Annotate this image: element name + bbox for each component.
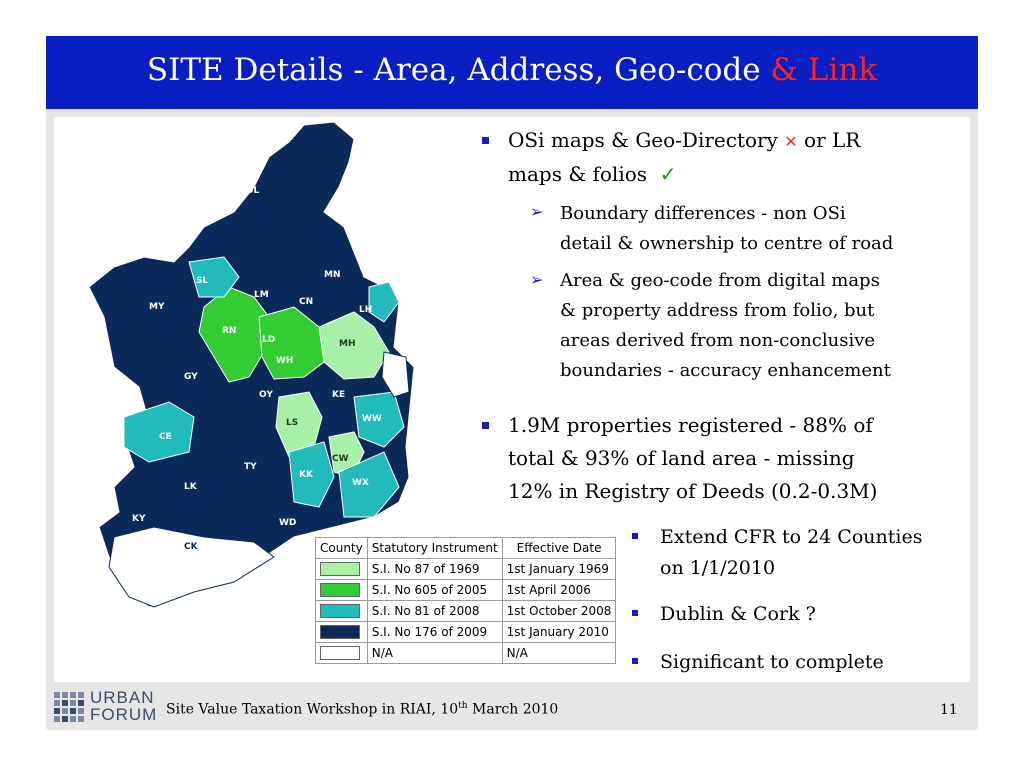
x-icon: ✕ xyxy=(784,132,798,151)
map-label-dn: DN xyxy=(369,378,385,388)
map-label-cn: CN xyxy=(299,297,314,307)
map-label-kk: KK xyxy=(299,470,313,480)
legend-table xyxy=(315,537,616,664)
legend-header-instrument: Statutory Instrument xyxy=(367,538,502,559)
legend-date: 1st January 2010 xyxy=(502,622,616,643)
map-label-cw: CW xyxy=(332,454,349,464)
legend-date: N/A xyxy=(502,643,616,664)
bullet-osi-maps: OSi maps & Geo-Directory ✕ or LR maps & folios ✓ xyxy=(508,128,861,186)
map-label-lm: LM xyxy=(254,290,269,300)
map-label-lh: LH xyxy=(359,305,373,315)
map-label-ls: LS xyxy=(286,418,299,428)
map-label-ld: LD xyxy=(262,335,276,345)
legend-row xyxy=(316,601,616,622)
check-icon: ✓ xyxy=(659,162,677,186)
footer-text: Site Value Taxation Workshop in RIAI, 10th March 2010 xyxy=(166,701,559,718)
title-accent: & Link xyxy=(770,52,878,88)
urban-forum-logo xyxy=(54,690,158,724)
slide-title: SITE Details - Area, Address, Geo-code & Link xyxy=(146,52,878,88)
bullet-extend-cfr: Extend CFR to 24 Counties on 1/1/2010 xyxy=(660,526,923,579)
map-label-wx: WX xyxy=(352,478,369,488)
map-label-wd: WD xyxy=(279,518,297,528)
legend-instrument: S.I. No 81 of 2008 xyxy=(367,601,502,622)
legend-swatch xyxy=(320,583,360,597)
arrow-bullet-icon: ➢ xyxy=(530,270,544,289)
map-label-ce: CE xyxy=(159,432,172,442)
legend-row xyxy=(316,559,616,580)
bullet-significant: Significant to complete xyxy=(660,651,884,673)
sub-bullet-boundary: Boundary differences - non OSi detail & ownership to centre of road xyxy=(560,203,894,254)
bullet-properties-registered: 1.9M properties registered - 88% of total & 93% of land area - missing 12% in Registry of Deeds (0.2-0.3M) xyxy=(508,413,878,503)
page-number: 11 xyxy=(940,702,958,718)
legend-instrument: S.I. No 87 of 1969 xyxy=(367,559,502,580)
map-label-dl: DL xyxy=(246,186,260,196)
map-label-lk: LK xyxy=(184,482,197,492)
title-bar xyxy=(46,36,978,109)
map-label-rn: RN xyxy=(222,326,237,336)
bullet-dublin-cork: Dublin & Cork ? xyxy=(660,603,816,625)
legend-date: 1st April 2006 xyxy=(502,580,616,601)
legend-header-date: Effective Date xyxy=(502,538,616,559)
legend-header-row xyxy=(316,538,616,559)
legend-instrument: S.I. No 176 of 2009 xyxy=(367,622,502,643)
bullet-marker xyxy=(482,137,489,144)
legend-swatch xyxy=(320,604,360,618)
logo-text-forum: FORUM xyxy=(90,705,158,724)
map-label-mn: MN xyxy=(324,270,341,280)
map-label-wh: WH xyxy=(276,356,294,366)
legend-row xyxy=(316,580,616,601)
legend-row xyxy=(316,622,616,643)
legend-swatch xyxy=(320,625,360,639)
legend-header-county: County xyxy=(316,538,368,559)
legend-swatch xyxy=(320,562,360,576)
bullet-marker xyxy=(482,422,489,429)
logo-text-urban: URBAN xyxy=(90,688,155,707)
map-label-mh: MH xyxy=(339,339,356,349)
map-label-ww: WW xyxy=(362,414,382,424)
map-label-oy: OY xyxy=(259,390,273,400)
map-label-gy: GY xyxy=(184,372,198,382)
map-label-sl: SL xyxy=(196,276,209,286)
bullet-marker xyxy=(632,533,638,539)
legend-row xyxy=(316,643,616,664)
map-label-ck: CK xyxy=(184,542,198,552)
sub-bullet-area: Area & geo-code from digital maps & property address from folio, but areas derived from non-conclusive boundaries - accuracy enhancement xyxy=(560,270,891,381)
legend-date: 1st October 2008 xyxy=(502,601,616,622)
map-label-ke: KE xyxy=(332,390,346,400)
bullet-marker xyxy=(632,610,638,616)
legend-instrument: N/A xyxy=(367,643,502,664)
map-label-ty: TY xyxy=(244,462,257,472)
arrow-bullet-icon: ➢ xyxy=(530,202,544,221)
legend-swatch xyxy=(320,646,360,660)
map-label-ky: KY xyxy=(132,514,146,524)
legend-instrument: S.I. No 605 of 2005 xyxy=(367,580,502,601)
bullet-marker xyxy=(632,658,638,664)
legend-date: 1st January 1969 xyxy=(502,559,616,580)
map-label-my: MY xyxy=(149,302,165,312)
